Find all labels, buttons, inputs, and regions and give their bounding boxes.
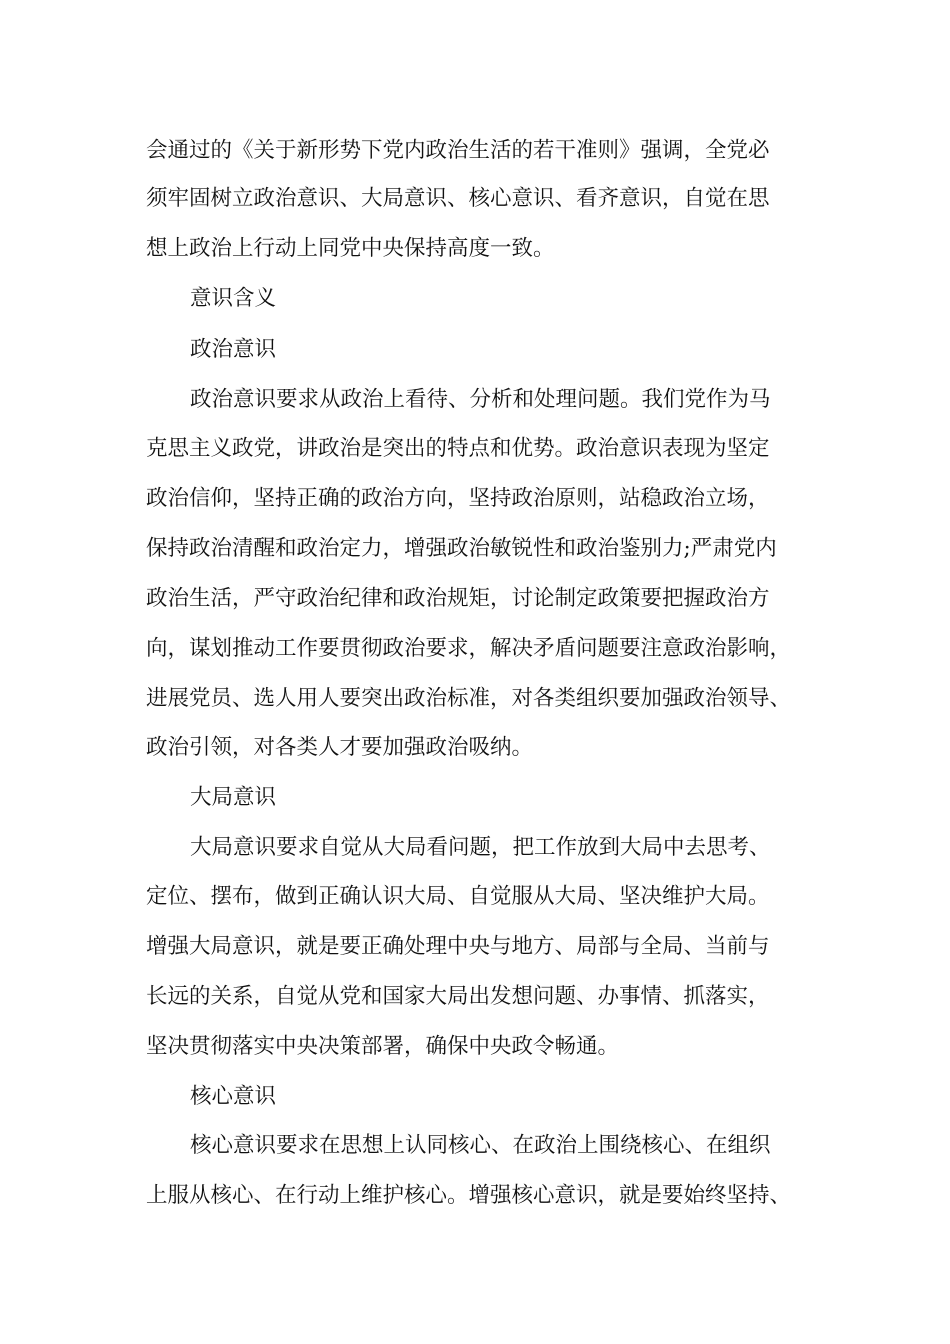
subsection-heading: 大局意识 (190, 785, 277, 810)
paragraph-line: 克思主义政党，讲政治是突出的特点和优势。政治意识表现为坚定 (146, 436, 770, 461)
section-heading: 意识含义 (190, 286, 277, 311)
paragraph-line: 政治引领，对各类人才要加强政治吸纳。 (146, 735, 534, 760)
paragraph-line: 进展党员、选人用人要突出政治标准，对各类组织要加强政治领导、 (146, 686, 792, 711)
paragraph-line: 定位、摆布，做到正确认识大局、自觉服从大局、坚决维护大局。 (146, 884, 770, 909)
paragraph-line: 大局意识要求自觉从大局看问题，把工作放到大局中去思考、 (190, 835, 771, 860)
paragraph-line: 保持政治清醒和政治定力，增强政治敏锐性和政治鉴别力;严肃党内 (146, 536, 777, 561)
paragraph-line: 向，谋划推动工作要贯彻政治要求，解决矛盾问题要注意政治影响， (146, 636, 792, 661)
subsection-heading: 核心意识 (190, 1084, 277, 1109)
paragraph-line: 政治意识要求从政治上看待、分析和处理问题。我们党作为马 (190, 387, 771, 412)
paragraph-line: 会通过的《关于新形势下党内政治生活的若干准则》强调，全党必 (146, 138, 770, 163)
paragraph-line: 政治生活，严守政治纪律和政治规矩，讨论制定政策要把握政治方 (146, 586, 770, 611)
paragraph-line: 上服从核心、在行动上维护核心。增强核心意识，就是要始终坚持、 (146, 1183, 792, 1208)
paragraph-line: 须牢固树立政治意识、大局意识、核心意识、看齐意识，自觉在思 (146, 186, 770, 211)
paragraph-line: 长远的关系，自觉从党和国家大局出发想问题、办事情、抓落实， (146, 984, 770, 1009)
paragraph-line: 增强大局意识，就是要正确处理中央与地方、局部与全局、当前与 (146, 934, 770, 959)
paragraph-line: 坚决贯彻落实中央决策部署，确保中央政令畅通。 (146, 1034, 620, 1059)
paragraph-line: 想上政治上行动上同党中央保持高度一致。 (146, 236, 555, 261)
paragraph-line: 政治信仰，坚持正确的政治方向，坚持政治原则，站稳政治立场， (146, 486, 770, 511)
subsection-heading: 政治意识 (190, 337, 277, 362)
paragraph-line: 核心意识要求在思想上认同核心、在政治上围绕核心、在组织 (190, 1133, 771, 1158)
